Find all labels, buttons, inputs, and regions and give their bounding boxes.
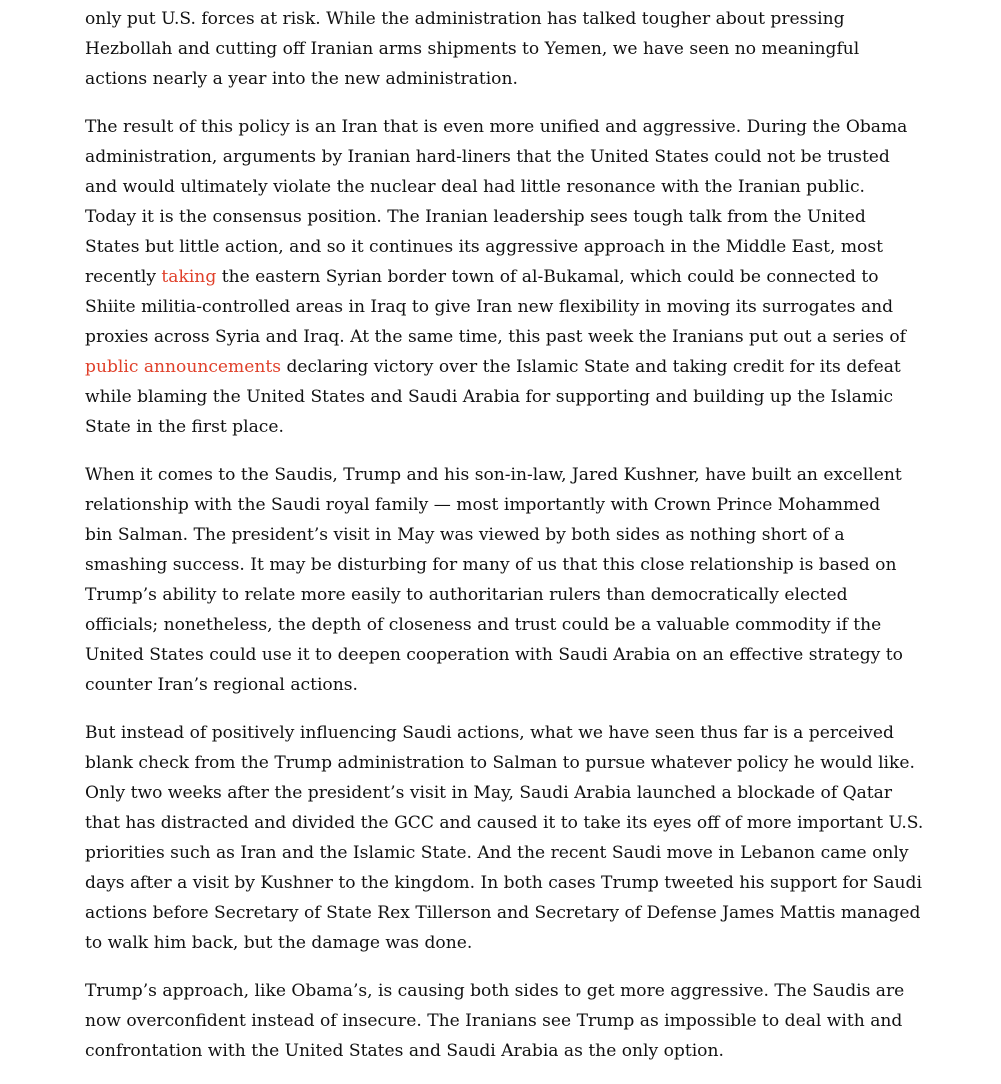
text-line: The result of this policy is an Iran that is even more unified and aggressive. During the Obama xyxy=(85,117,908,137)
text-line: Shiite militia-controlled areas in Iraq to give Iran new flexibility in moving its surrogates and xyxy=(85,297,894,317)
text-line: administration, arguments by Iranian hard-liners that the United States could not be trusted xyxy=(85,147,890,167)
text-line: that has distracted and divided the GCC and caused it to take its eyes off of more important U.S. xyxy=(85,813,924,833)
text-line: State in the first place. xyxy=(85,417,284,437)
text-line: Hezbollah and cutting off Iranian arms shipments to Yemen, we have seen no meaningful xyxy=(85,39,860,59)
text-line: now overconfident instead of insecure. The Iranians see Trump as impossible to deal with and xyxy=(85,1011,903,1031)
text-line: only put U.S. forces at risk. While the administration has talked tougher about pressing xyxy=(85,9,845,29)
paragraph-1 xyxy=(85,4,905,94)
taking-link[interactable]: taking xyxy=(161,267,217,287)
public-announcements-link[interactable]: public announcements xyxy=(85,357,282,377)
text-line: counter Iran’s regional actions. xyxy=(85,675,358,695)
text-line: while blaming the United States and Saudi Arabia for supporting and building up the Islamic xyxy=(85,387,894,407)
text-line: officials; nonetheless, the depth of closeness and trust could be a valuable commodity if the xyxy=(85,615,882,635)
text-line: days after a visit by Kushner to the kingdom. In both cases Trump tweeted his support for Saudi xyxy=(85,873,922,893)
text-fragment: recently xyxy=(85,267,162,287)
text-line-with-link xyxy=(85,352,905,382)
text-fragment: the eastern Syrian border town of al-Bukamal, which could be connected to xyxy=(216,267,879,287)
text-line: relationship with the Saudi royal family — most importantly with Crown Prince Mohammed xyxy=(85,495,881,515)
text-line: States but little action, and so it continues its aggressive approach in the Middle East, most xyxy=(85,237,883,257)
text-line: and would ultimately violate the nuclear deal had little resonance with the Iranian public. xyxy=(85,177,865,197)
text-line: But instead of positively influencing Saudi actions, what we have seen thus far is a perceived xyxy=(85,723,894,743)
text-line-with-link xyxy=(85,262,905,292)
text-line: When it comes to the Saudis, Trump and his son-in-law, Jared Kushner, have built an excellent xyxy=(85,465,902,485)
text-line: Today it is the consensus position. The Iranian leadership sees tough talk from the United xyxy=(85,207,866,227)
text-line: blank check from the Trump administration to Salman to pursue whatever policy he would like. xyxy=(85,753,915,773)
text-fragment: declaring victory over the Islamic State and taking credit for its defeat xyxy=(281,357,901,377)
text-line: Only two weeks after the president’s visit in May, Saudi Arabia launched a blockade of Qatar xyxy=(85,783,893,803)
text-line: actions before Secretary of State Rex Tillerson and Secretary of Defense James Mattis managed xyxy=(85,903,921,923)
paragraph-5 xyxy=(85,976,905,1066)
text-line: bin Salman. The president’s visit in May was viewed by both sides as nothing short of a xyxy=(85,525,845,545)
text-line: proxies across Syria and Iraq. At the same time, this past week the Iranians put out a series of xyxy=(85,327,906,347)
text-line: actions nearly a year into the new administration. xyxy=(85,69,518,89)
text-line: Trump’s approach, like Obama’s, is causing both sides to get more aggressive. The Saudis are xyxy=(85,981,905,1001)
text-line: confrontation with the United States and Saudi Arabia as the only option. xyxy=(85,1041,724,1061)
text-line: priorities such as Iran and the Islamic State. And the recent Saudi move in Lebanon came only xyxy=(85,843,909,863)
paragraph-3 xyxy=(85,460,905,700)
text-line: to walk him back, but the damage was done. xyxy=(85,933,473,953)
paragraph-4 xyxy=(85,718,924,958)
text-line: smashing success. It may be disturbing for many of us that this close relationship is based on xyxy=(85,555,897,575)
paragraph-2 xyxy=(85,112,908,442)
text-line: Trump’s ability to relate more easily to authoritarian rulers than democratically elected xyxy=(85,585,848,605)
article-body xyxy=(85,4,924,1084)
text-line: United States could use it to deepen cooperation with Saudi Arabia on an effective strategy to xyxy=(85,645,903,665)
